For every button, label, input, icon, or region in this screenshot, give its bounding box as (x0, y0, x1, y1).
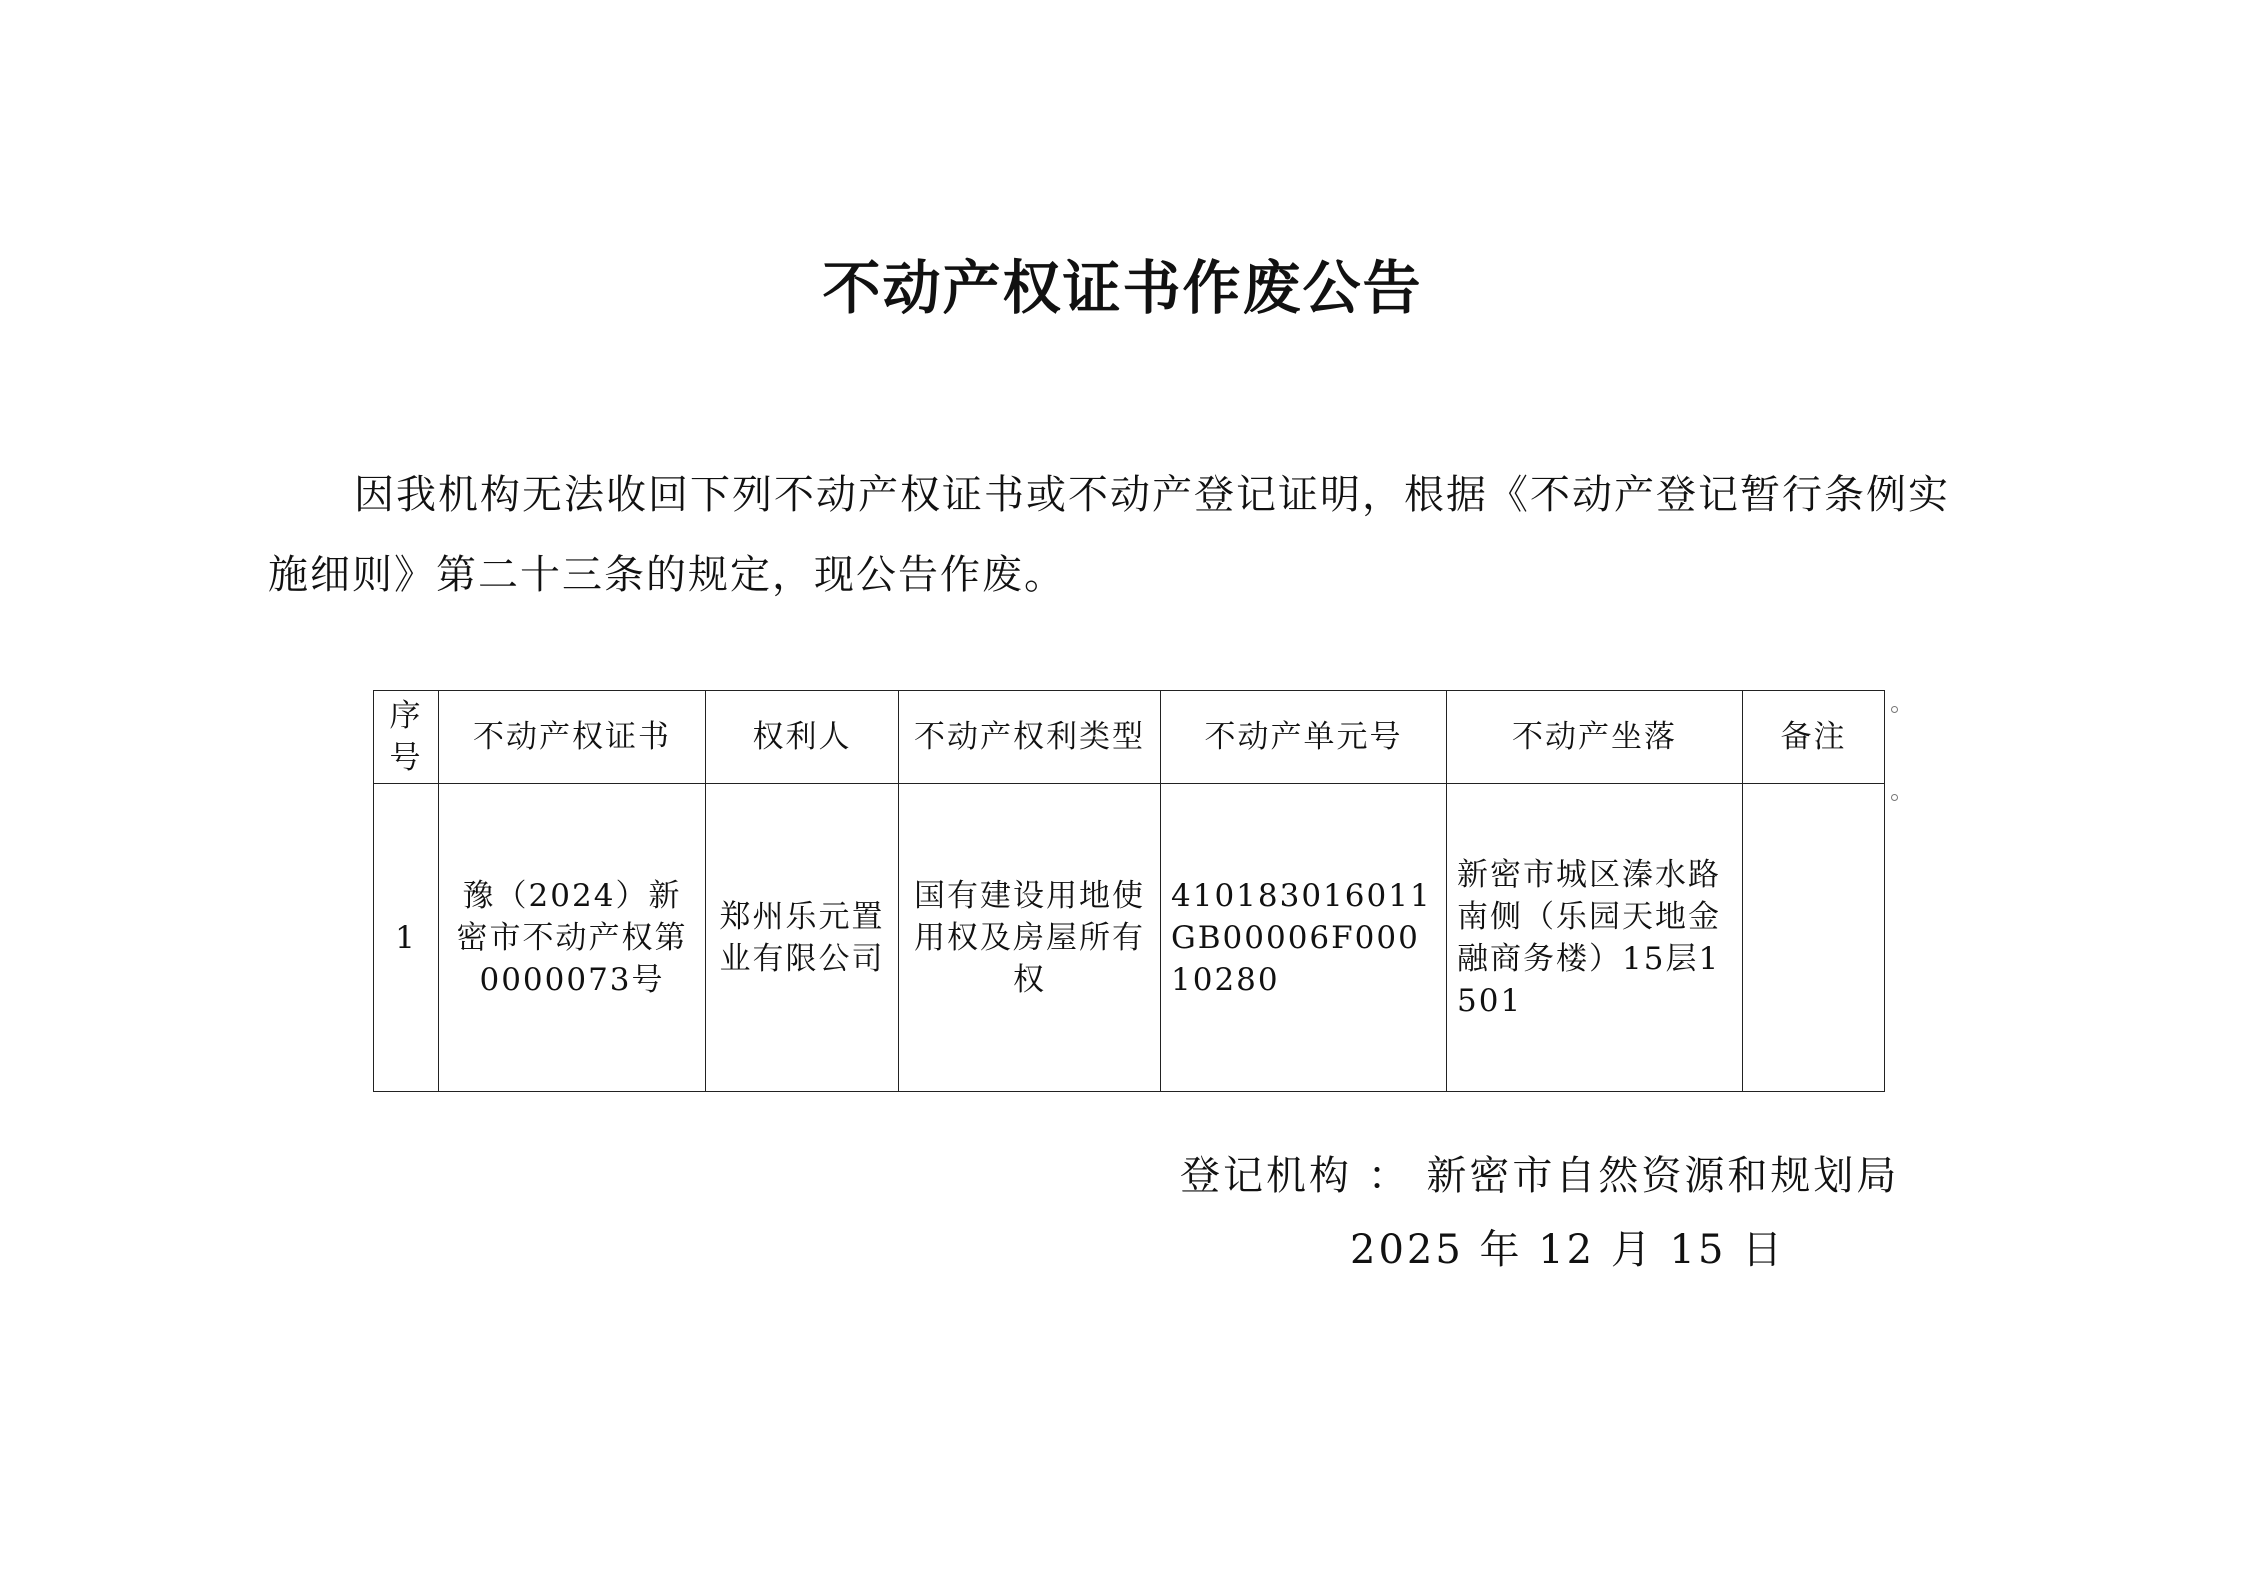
table-row (374, 784, 1885, 1092)
cell-remark (1743, 784, 1885, 1092)
registration-authority: 登记机构 ： 新密市自然资源和规划局 (1180, 1153, 1900, 1199)
notice-body: 因我机构无法收回下列不动产权证书或不动产登记证明，根据《不动产登记暂行条例实施细则》第二十三条的规定，现公告作废。 (268, 472, 1950, 598)
cell-unit-no: 410183016011GB00006F00010280 (1161, 784, 1447, 1092)
header-holder: 权利人 (706, 691, 899, 784)
cell-holder: 郑州乐元置业有限公司 (706, 784, 899, 1092)
cell-no: 1 (374, 784, 439, 1092)
header-certificate: 不动产权证书 (439, 691, 706, 784)
header-location: 不动产坐落 (1447, 691, 1743, 784)
header-unit-no: 不动产单元号 (1161, 691, 1447, 784)
header-remark: 备注 (1743, 691, 1885, 784)
edit-mark-top (1891, 706, 1898, 713)
notice-date: 2025 年 12 月 15 日 (1350, 1227, 1786, 1273)
header-right-type: 不动产权利类型 (899, 691, 1161, 784)
header-no: 序号 (374, 691, 439, 784)
notice-title: 不动产权证书作废公告 (822, 254, 1423, 322)
cell-location: 新密市城区溱水路南侧（乐园天地金融商务楼）15层1501 (1447, 784, 1743, 1092)
voided-certificates-table (373, 690, 1885, 1092)
cell-certificate: 豫（2024）新密市不动产权第0000073号 (439, 784, 706, 1092)
cell-right-type: 国有建设用地使用权及房屋所有权 (899, 784, 1161, 1092)
table-header-row (374, 691, 1885, 784)
edit-mark-bottom (1891, 794, 1898, 801)
